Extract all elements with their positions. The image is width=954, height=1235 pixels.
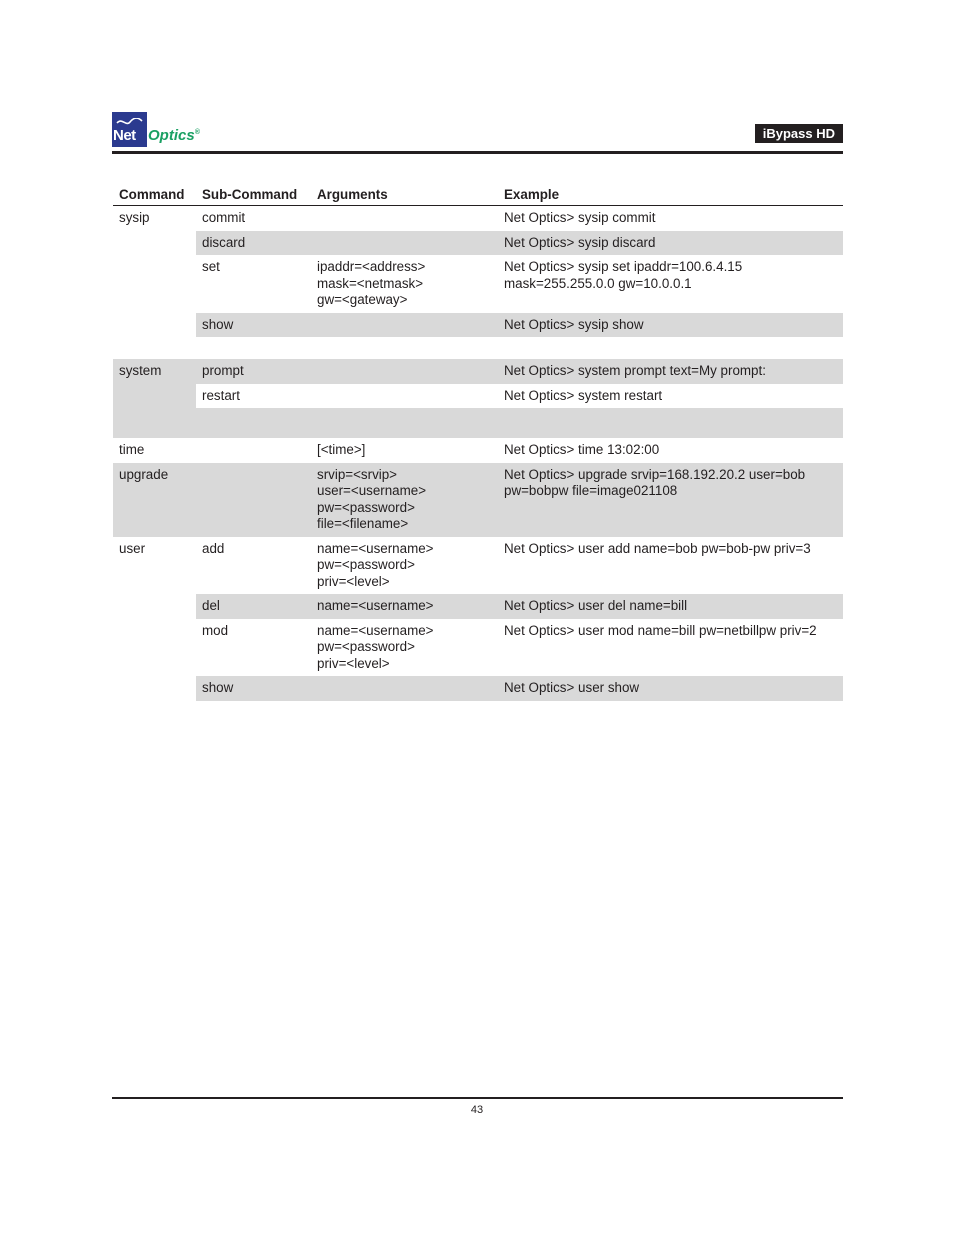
subcommand-cell: add xyxy=(202,540,225,556)
example-cell: Net Optics> user del name=bill xyxy=(498,594,843,619)
table-row xyxy=(113,438,843,463)
arguments-cell xyxy=(311,384,498,409)
table-header-row xyxy=(113,183,843,206)
argument-line: pw=<password> xyxy=(317,557,415,572)
argument-line: priv=<level> xyxy=(317,655,390,671)
subcommand-cell: commit xyxy=(202,210,246,225)
example-cell: Net Optics> sysip commit xyxy=(504,210,656,225)
table-row xyxy=(113,359,843,384)
wave-icon xyxy=(116,118,143,126)
command-cell xyxy=(113,313,196,338)
footer-rule xyxy=(112,1097,843,1099)
subcommand-cell: del xyxy=(196,594,311,619)
column-header: Arguments xyxy=(311,183,498,206)
argument-line: file=<filename> xyxy=(317,516,409,531)
subcommand-cell: prompt xyxy=(196,359,311,384)
command-cell xyxy=(113,384,196,409)
argument-line: ipaddr=<address> xyxy=(317,259,426,274)
arguments-cell xyxy=(311,537,498,595)
example-cell: Net Optics> sysip show xyxy=(498,313,843,338)
table-row xyxy=(113,231,843,256)
argument-line: pw=<password> xyxy=(317,499,415,515)
arguments-cell xyxy=(311,676,498,701)
example-cell xyxy=(498,255,843,313)
header-rule xyxy=(112,151,843,154)
example-line: pw=bobpw file=image021108 xyxy=(504,483,678,498)
command-cell: time xyxy=(119,442,145,457)
argument-line: name=<username> xyxy=(317,540,434,556)
table-row xyxy=(113,313,843,338)
example-cell: Net Optics> user mod name=bill pw=netbillpw priv=2 xyxy=(504,622,817,638)
spacer-row xyxy=(113,408,843,438)
subcommand-cell: restart xyxy=(202,387,240,403)
command-table xyxy=(113,183,843,701)
spacer-row xyxy=(113,337,843,359)
example-cell: Net Optics> system prompt text=My prompt: xyxy=(498,359,843,384)
arguments-cell xyxy=(311,619,498,677)
table-row xyxy=(113,463,843,537)
example-line: Net Optics> upgrade srvip=168.192.20.2 user=bob xyxy=(504,466,806,482)
command-cell: upgrade xyxy=(113,463,196,537)
column-header: Command xyxy=(113,183,196,206)
argument-line: name=<username> xyxy=(317,622,434,638)
column-header: Sub-Command xyxy=(196,183,311,206)
subcommand-cell: discard xyxy=(196,231,311,256)
table-row xyxy=(113,676,843,701)
command-cell xyxy=(113,255,196,313)
subcommand-cell: set xyxy=(202,259,220,274)
arguments-cell xyxy=(311,313,498,338)
arguments-cell: [<time>] xyxy=(317,442,366,457)
command-cell: system xyxy=(113,359,196,384)
subcommand-cell xyxy=(196,438,311,463)
subcommand-cell: show xyxy=(196,313,311,338)
table-row xyxy=(113,384,843,409)
example-cell: Net Optics> sysip discard xyxy=(498,231,843,256)
logo-mark xyxy=(112,112,147,147)
example-cell: Net Optics> user show xyxy=(498,676,843,701)
example-cell: Net Optics> time 13:02:00 xyxy=(504,442,660,457)
example-cell: Net Optics> system restart xyxy=(504,387,663,403)
subcommand-cell: mod xyxy=(202,622,229,638)
table-row xyxy=(113,206,843,231)
command-cell xyxy=(113,594,196,619)
example-cell: Net Optics> user add name=bob pw=bob-pw priv=3 xyxy=(504,540,811,556)
arguments-cell: name=<username> xyxy=(311,594,498,619)
table-row xyxy=(113,255,843,313)
page-number: 43 xyxy=(470,1104,484,1116)
net-optics-logo xyxy=(112,112,212,148)
arguments-cell xyxy=(311,359,498,384)
command-cell xyxy=(113,676,196,701)
command-cell: sysip xyxy=(113,206,196,231)
command-cell xyxy=(113,619,196,677)
argument-line: user=<username> xyxy=(317,483,427,498)
arguments-cell xyxy=(311,206,498,231)
table-row xyxy=(113,537,843,595)
argument-line: gw=<gateway> xyxy=(317,292,408,307)
product-badge: iBypass HD xyxy=(755,124,843,143)
column-header: Example xyxy=(498,183,843,206)
arguments-cell xyxy=(311,255,498,313)
argument-line: priv=<level> xyxy=(317,573,390,589)
subcommand-cell xyxy=(196,463,311,537)
logo-net-text: Net xyxy=(113,127,136,144)
example-cell xyxy=(498,463,843,537)
argument-line: srvip=<srvip> xyxy=(317,466,398,482)
command-cell: user xyxy=(113,537,196,595)
command-cell xyxy=(113,231,196,256)
argument-line: pw=<password> xyxy=(317,639,415,654)
arguments-cell xyxy=(311,463,498,537)
example-line: Net Optics> sysip set ipaddr=100.6.4.15 xyxy=(504,259,743,274)
example-line: mask=255.255.0.0 gw=10.0.0.1 xyxy=(504,275,692,291)
arguments-cell xyxy=(311,231,498,256)
argument-line: mask=<netmask> xyxy=(317,275,424,291)
logo-optics-text: Optics® xyxy=(148,127,200,144)
table-row xyxy=(113,594,843,619)
table-row xyxy=(113,619,843,677)
subcommand-cell: show xyxy=(196,676,311,701)
